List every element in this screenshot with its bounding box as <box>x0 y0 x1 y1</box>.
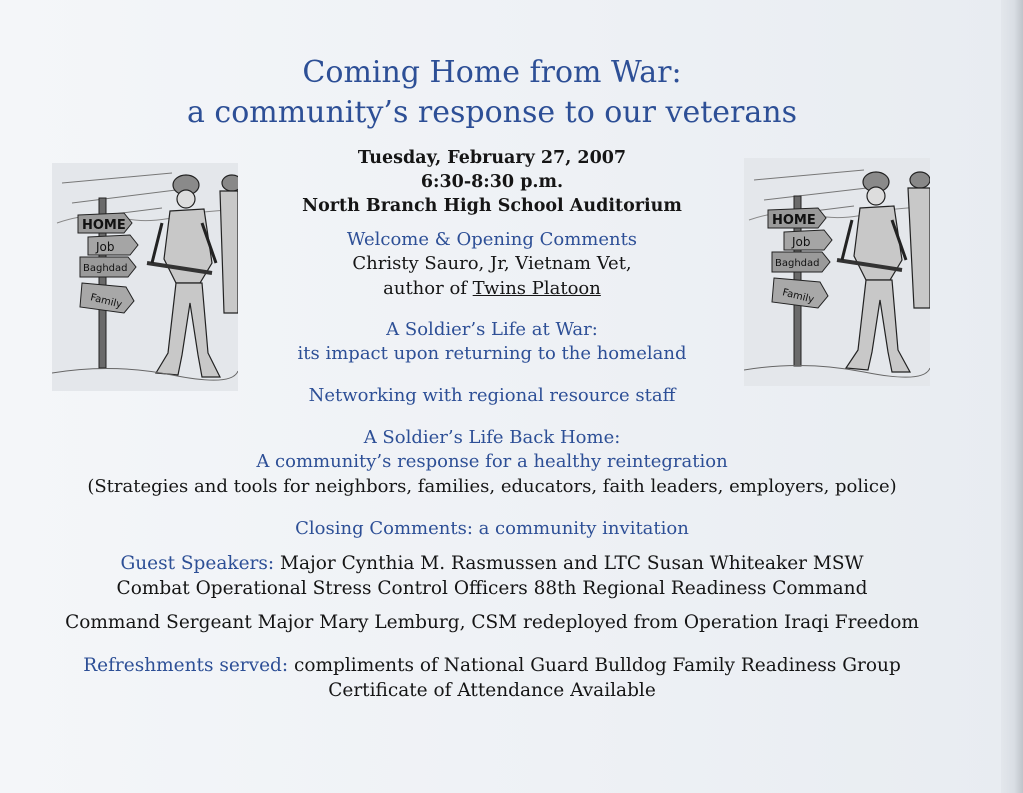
title-line-1: Coming Home from War: <box>302 55 682 90</box>
home-subheading: A community’s response for a healthy reintegration <box>256 451 728 472</box>
event-location: North Branch High School Auditorium <box>302 196 682 216</box>
sign-job-right: Job <box>792 235 811 249</box>
soldier-illustration-left <box>52 163 238 391</box>
guest-speakers-line <box>0 552 984 576</box>
refreshments-label: Refreshments served: <box>83 655 289 676</box>
title-line-2: a community’s response to our veterans <box>186 95 798 130</box>
event-date: Tuesday, February 27, 2007 <box>357 148 627 168</box>
sign-family-right: Family <box>781 287 816 306</box>
sign-home: HOME <box>82 218 126 233</box>
refreshments-text: compliments of National Guard Bulldog Family Readiness Group <box>288 655 901 676</box>
sign-home-right: HOME <box>772 213 816 228</box>
welcome-speaker: Christy Sauro, Jr, Vietnam Vet, <box>352 253 632 274</box>
welcome-heading: Welcome & Opening Comments <box>346 229 638 250</box>
speakers-role: Combat Operational Stress Control Officers 88th Regional Readiness Command <box>116 578 868 599</box>
soldier-signpost-image-right <box>744 158 930 386</box>
scan-edge <box>1001 0 1023 793</box>
guest-speakers-label: Guest Speakers: <box>120 553 275 574</box>
war-subheading: its impact upon returning to the homeland <box>297 343 687 364</box>
sign-family: Family <box>89 292 124 311</box>
home-heading: A Soldier’s Life Back Home: <box>363 427 621 448</box>
book-title: Twins Platoon <box>472 278 601 299</box>
soldier-illustration-right <box>744 158 930 386</box>
closing-item: Closing Comments: a community invitation <box>295 518 689 539</box>
author-prefix: author of <box>383 278 473 299</box>
soldier-signpost-image <box>52 163 238 391</box>
guest-speakers-names: Major Cynthia M. Rasmussen and LTC Susan Whiteaker MSW <box>274 553 864 574</box>
refreshments-line <box>0 654 984 678</box>
strategies-note: (Strategies and tools for neighbors, families, educators, faith leaders, employers, police) <box>87 476 897 497</box>
sign-baghdad: Baghdad <box>83 263 128 274</box>
certificate-line: Certificate of Attendance Available <box>328 680 656 701</box>
sign-baghdad-right: Baghdad <box>775 258 820 269</box>
networking-item: Networking with regional resource staff <box>308 385 676 406</box>
event-time: 6:30-8:30 p.m. <box>420 172 564 192</box>
war-heading: A Soldier’s Life at War: <box>386 319 598 340</box>
csm-line: Command Sergeant Major Mary Lemburg, CSM redeployed from Operation Iraqi Freedom <box>65 612 919 633</box>
sign-job: Job <box>96 240 115 254</box>
